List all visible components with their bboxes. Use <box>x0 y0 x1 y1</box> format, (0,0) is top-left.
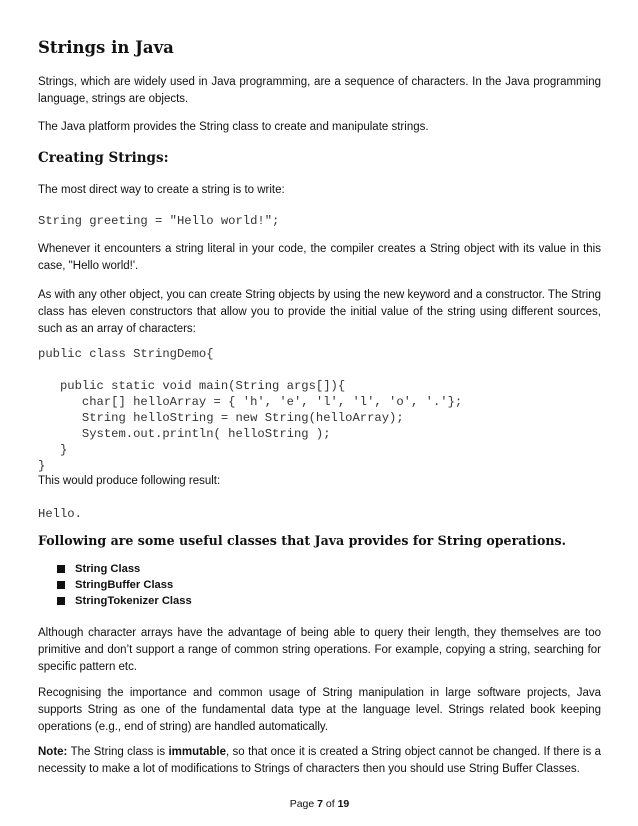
list-item-label: StringBuffer Class <box>75 579 174 591</box>
intro-paragraph: Strings, which are widely used in Java programming, are a sequence of characters. In the Java programming language, strings are objects. <box>38 76 601 105</box>
page-footer <box>38 798 601 810</box>
square-bullet-icon <box>57 581 65 589</box>
list-item <box>38 561 192 577</box>
footer-middle: of <box>323 798 338 810</box>
creating-strings-heading: Creating Strings: <box>38 150 169 166</box>
list-item-label: String Class <box>75 563 141 575</box>
footer-prefix: Page <box>289 798 318 810</box>
string-literal-paragraph: Whenever it encounters a string literal in your code, the compiler creates a String object with its value in this case, "Hello world!'. <box>38 243 601 272</box>
character-arrays-paragraph: Although character arrays have the advantage of being able to query their length, they themselves are too primitive and don’t support a range of common string operations. For example, copying a string, searching for specific pattern etc. <box>38 627 601 673</box>
note-label: Note: <box>38 746 68 758</box>
square-bullet-icon <box>57 597 65 605</box>
classes-list <box>38 561 192 609</box>
note-text-before: The String class is <box>67 746 169 758</box>
footer-total-pages: 19 <box>337 798 350 810</box>
footer-current-page: 7 <box>317 798 323 810</box>
result-code-block: Hello. <box>38 507 82 521</box>
platform-paragraph: The Java platform provides the String class to create and manipulate strings. <box>38 121 429 133</box>
direct-way-paragraph: The most direct way to create a string is to write: <box>38 184 285 196</box>
note-paragraph <box>38 744 601 778</box>
result-paragraph: This would produce following result: <box>38 475 221 487</box>
square-bullet-icon <box>57 565 65 573</box>
document-page <box>38 0 601 826</box>
note-emphasis: immutable <box>168 746 226 758</box>
note-text-after: , so that once it is created a String object cannot be changed. If there is a necessity to make a lot of modifications to Strings of characters then you should use String Buffer Classes. <box>38 746 601 775</box>
list-item <box>38 593 192 609</box>
list-item-label: StringTokenizer Class <box>75 595 192 607</box>
string-demo-code-block: public class StringDemo{ public static void main(String args[]){ char[] helloArray = { 'h', 'e', 'l', 'l', 'o', '.'}; String helloString = new String(helloArray); System.out.println( helloString ); } } <box>38 347 463 473</box>
useful-classes-heading: Following are some useful classes that Java provides for String operations. <box>38 533 566 548</box>
constructor-paragraph: As with any other object, you can create String objects by using the new keyword and a constructor. The String class has eleven constructors that allow you to provide the initial value of the string using different sources, such as an array of characters: <box>38 289 601 335</box>
page-title: Strings in Java <box>38 38 174 57</box>
greeting-code-block: String greeting = "Hello world!"; <box>38 214 280 228</box>
recognising-paragraph: Recognising the importance and common usage of String manipulation in large software projects, Java supports String as one of the fundamental data type at the language level. Strings related book keeping operations (e.g., end of string) are handled automatically. <box>38 687 601 733</box>
list-item <box>38 577 192 593</box>
